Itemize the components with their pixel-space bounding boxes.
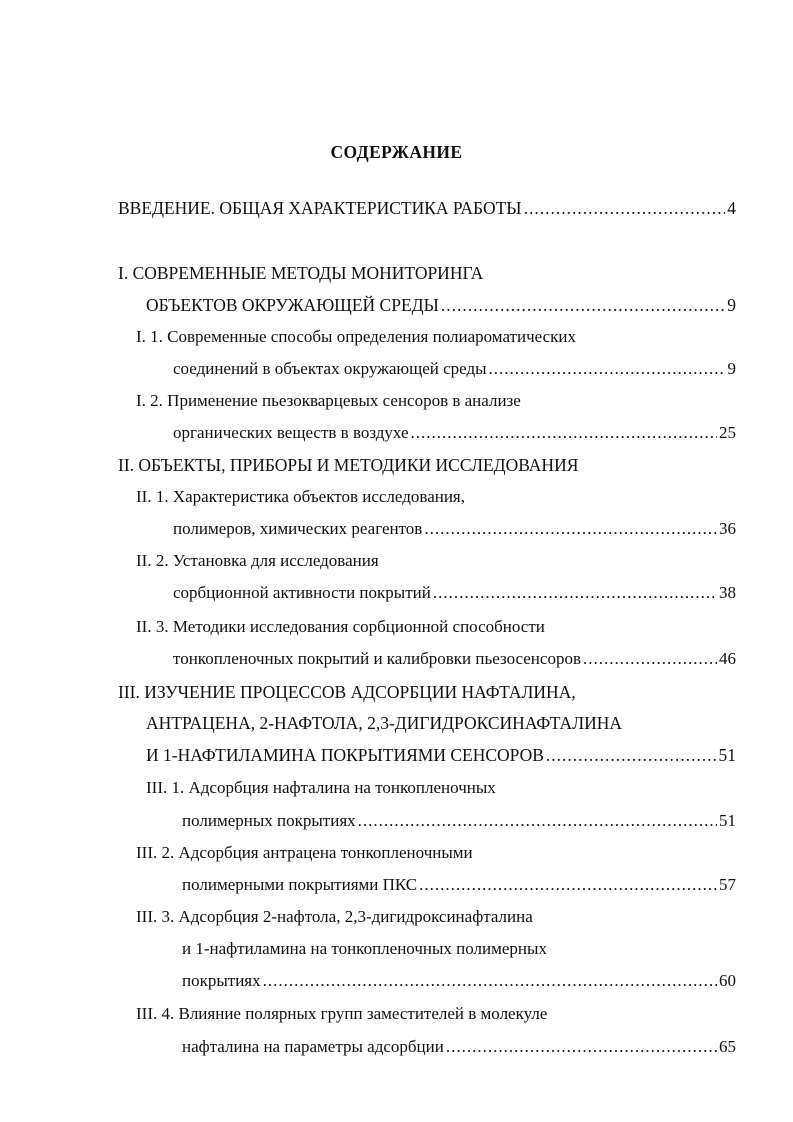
leader-dots [419, 875, 717, 895]
toc-page-number: 60 [719, 971, 736, 990]
leader-dots [583, 649, 717, 669]
toc-entry-text: сорбционной активности покрытий [173, 583, 431, 602]
leader-dots [424, 519, 717, 539]
toc-section-3-1-entry[interactable] [182, 811, 736, 831]
toc-chapter-3-title-line1[interactable]: III. ИЗУЧЕНИЕ ПРОЦЕССОВ АДСОРБЦИИ НАФТАЛИНА, [118, 682, 576, 702]
toc-entry-text: полимерными покрытиями ПКС [182, 875, 418, 894]
toc-section-2-3-title[interactable]: II. 3. Методики исследования сорбционной способности [136, 617, 545, 636]
toc-page-number: 9 [727, 295, 736, 315]
toc-section-1-2-title[interactable]: I. 2. Применение пьезокварцевых сенсоров в анализе [136, 391, 521, 410]
toc-section-3-4-entry[interactable] [182, 1037, 736, 1057]
toc-section-2-1-entry[interactable] [173, 519, 736, 539]
toc-section-3-3-title-line2[interactable]: и 1-нафтиламина на тонкопленочных полимерных [182, 939, 547, 958]
leader-dots [524, 198, 726, 218]
toc-page-number: 36 [719, 519, 736, 538]
toc-entry-text: ВВЕДЕНИЕ. ОБЩАЯ ХАРАКТЕРИСТИКА РАБОТЫ [118, 198, 522, 218]
toc-chapter-2-title[interactable]: II. ОБЪЕКТЫ, ПРИБОРЫ И МЕТОДИКИ ИССЛЕДОВАНИЯ [118, 455, 579, 475]
toc-entry-intro[interactable] [118, 198, 736, 218]
toc-chapter-3-title-line2[interactable]: АНТРАЦЕНА, 2-НАФТОЛА, 2,3-ДИГИДРОКСИНАФТАЛИНА [146, 713, 622, 733]
toc-section-3-4-title[interactable]: III. 4. Влияние полярных групп заместителей в молекуле [136, 1004, 548, 1023]
toc-page-number: 51 [719, 811, 736, 830]
toc-page-number: 51 [718, 745, 736, 765]
toc-entry-text: органических веществ в воздухе [173, 423, 409, 442]
toc-entry-text: покрытиях [182, 971, 261, 990]
toc-section-3-2-entry[interactable] [182, 875, 736, 895]
leader-dots [441, 295, 725, 315]
leader-dots [489, 359, 726, 379]
toc-page-number: 46 [719, 649, 736, 668]
toc-section-3-1-title[interactable]: III. 1. Адсорбция нафталина на тонкопленочных [146, 778, 496, 797]
toc-chapter-3-entry[interactable] [146, 745, 736, 765]
toc-entry-text: тонкопленочных покрытий и калибровки пьезосенсоров [173, 649, 581, 668]
toc-page-number: 25 [719, 423, 736, 442]
toc-chapter-1-entry[interactable] [146, 295, 736, 315]
leader-dots [433, 583, 717, 603]
toc-section-2-1-title[interactable]: II. 1. Характеристика объектов исследования, [136, 487, 466, 506]
leader-dots [263, 971, 717, 991]
toc-entry-text: полимерных покрытиях [182, 811, 356, 830]
toc-chapter-1-title[interactable]: I. СОВРЕМЕННЫЕ МЕТОДЫ МОНИТОРИНГА [118, 263, 484, 283]
page-title: СОДЕРЖАНИЕ [330, 142, 463, 162]
toc-page-number: 4 [727, 198, 736, 218]
toc-entry-text: ОБЪЕКТОВ ОКРУЖАЮЩЕЙ СРЕДЫ [146, 295, 439, 315]
toc-entry-text: полимеров, химических реагентов [173, 519, 423, 538]
toc-page-number: 57 [719, 875, 736, 894]
leader-dots [411, 423, 717, 443]
toc-entry-text: И 1-НАФТИЛАМИНА ПОКРЫТИЯМИ СЕНСОРОВ [146, 745, 544, 765]
toc-section-2-2-entry[interactable] [173, 583, 736, 603]
toc-section-1-1-title[interactable]: I. 1. Современные способы определения полиароматических [136, 327, 576, 346]
toc-page-number: 65 [719, 1037, 736, 1056]
toc-section-3-3-entry[interactable] [182, 971, 736, 991]
toc-entry-text: нафталина на параметры адсорбции [182, 1037, 444, 1056]
toc-section-1-2-entry[interactable] [173, 423, 736, 443]
toc-section-3-2-title[interactable]: III. 2. Адсорбция антрацена тонкопленочными [136, 843, 473, 862]
toc-page-number: 9 [727, 359, 736, 378]
leader-dots [446, 1037, 717, 1057]
leader-dots [546, 745, 717, 765]
toc-section-2-2-title[interactable]: II. 2. Установка для исследования [136, 551, 379, 570]
leader-dots [358, 811, 717, 831]
toc-section-2-3-entry[interactable] [173, 649, 736, 669]
toc-section-1-1-entry[interactable] [173, 359, 736, 379]
toc-entry-text: соединений в объектах окружающей среды [173, 359, 487, 378]
toc-section-3-3-title[interactable]: III. 3. Адсорбция 2-нафтола, 2,3-дигидроксинафталина [136, 907, 533, 926]
toc-page-number: 38 [719, 583, 736, 602]
